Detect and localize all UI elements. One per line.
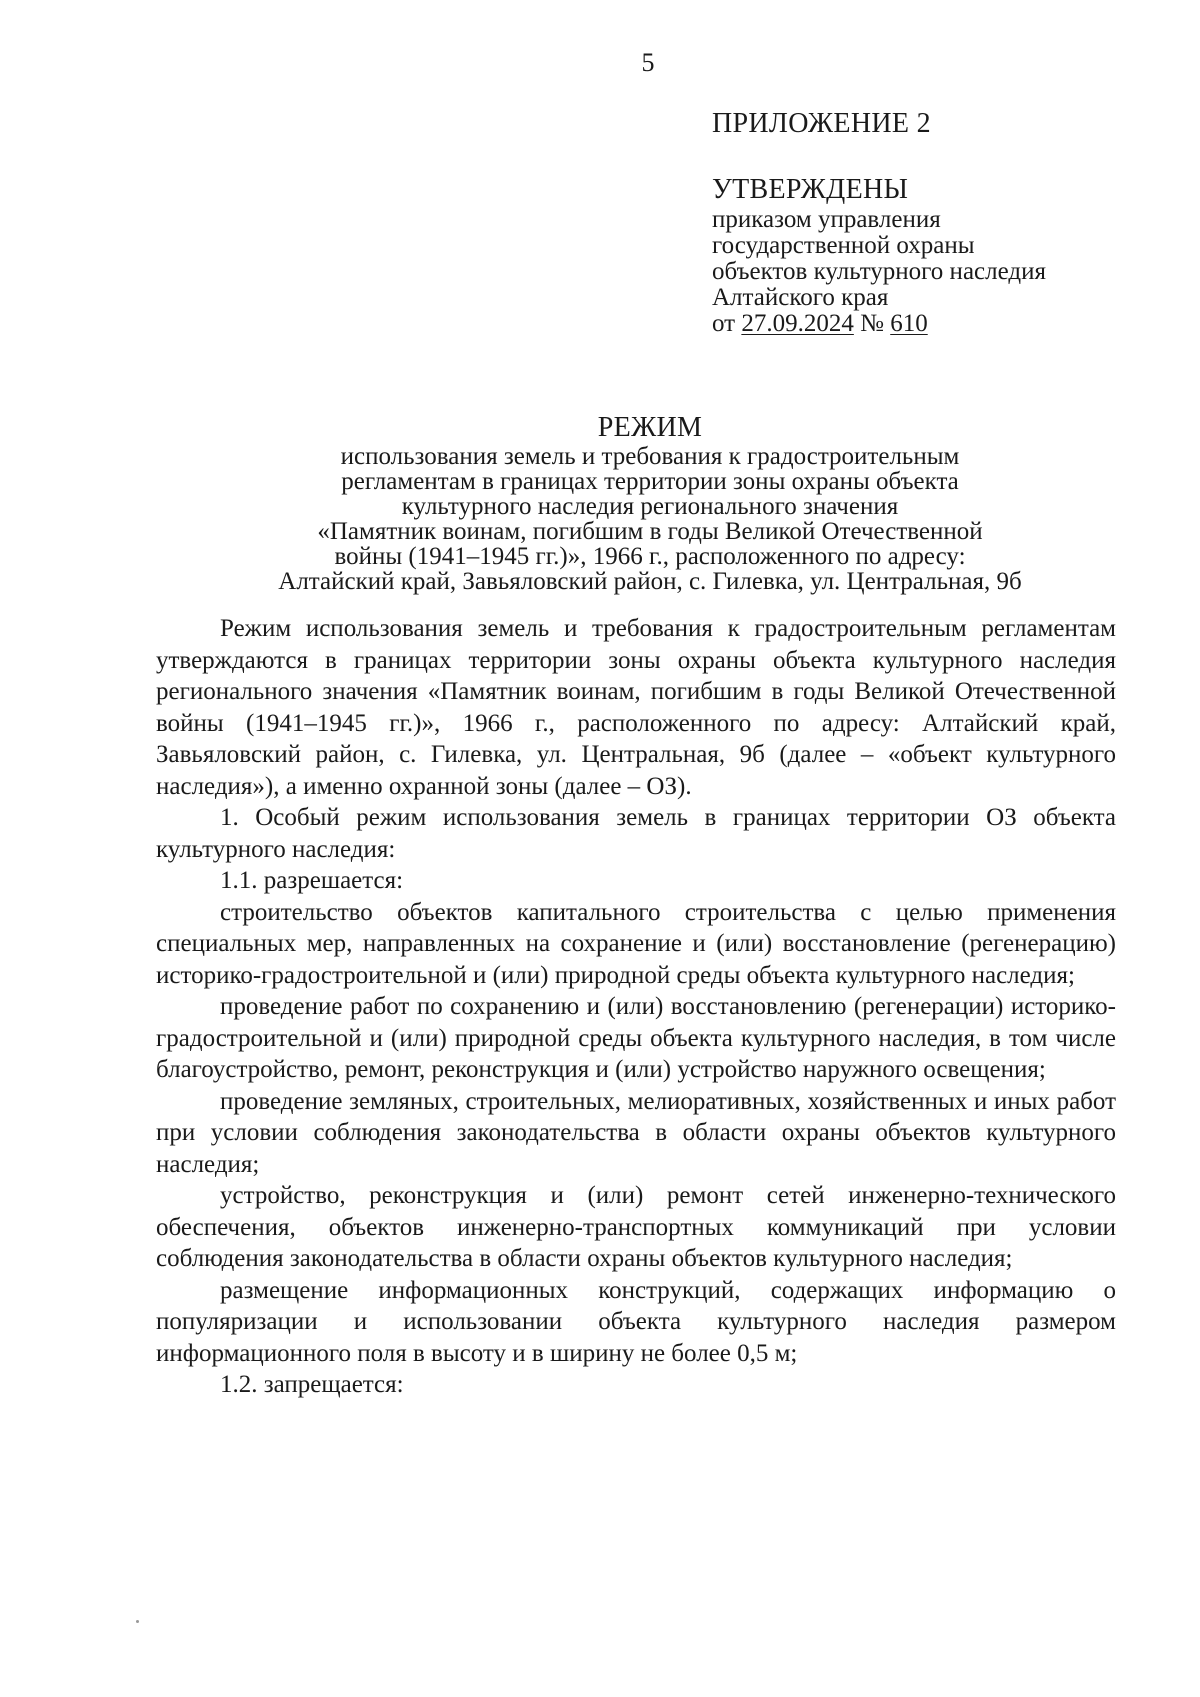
- scan-speck: [136, 1620, 139, 1623]
- approval-line: Алтайского края: [712, 284, 889, 311]
- title-line: регламентам в границах территории зоны охраны объекта: [341, 468, 959, 495]
- title-line: использования земель и требования к градостроительным: [340, 443, 960, 470]
- paragraph-item: размещение информационных конструкций, содержащих информацию о популяризации и использовании объекта культурного наследия размером информационного поля в высоту и в ширину не более 0,5 м;: [156, 1276, 1116, 1367]
- paragraph-intro: Режим использования земель и требования к градостроительным регламентам утверждаются в границах территории зоны охраны объекта культурного наследия регионального значения «Памятник воинам, погибшим в годы Великой Отечественной войны (1941–1945 гг.)», 1966 г., расположенного по адресу: Алтайский край, Завьяловский район, с. Гилевка, ул. Центральная, 9б (далее – «объект культурного наследия»), а именно охранной зоны (далее – ОЗ).: [156, 615, 1116, 800]
- document-title: [200, 412, 1100, 594]
- order-reference: [712, 311, 1152, 337]
- title-heading: РЕЖИМ: [597, 412, 703, 443]
- order-prefix: от: [712, 310, 736, 337]
- approval-line: объектов культурного наследия: [712, 258, 1046, 285]
- title-line: «Памятник воинам, погибшим в годы Великой Отечественной: [317, 518, 983, 545]
- approval-line: государственной охраны: [712, 232, 975, 259]
- title-line: Алтайский край, Завьяловский район, с. Гилевка, ул. Центральная, 9б: [278, 568, 1022, 595]
- paragraph-subsection-1-1: 1.1. разрешается:: [220, 867, 404, 894]
- page-number: 5: [641, 48, 655, 77]
- paragraph-section-1: 1. Особый режим использования земель в границах территории ОЗ объекта культурного наследия:: [156, 804, 1116, 863]
- document-body: [156, 613, 1116, 1401]
- title-line: войны (1941–1945 гг.)», 1966 г., расположенного по адресу:: [334, 543, 966, 570]
- paragraph-item: проведение работ по сохранению и (или) восстановлению (регенерации) историко-градостроительной и (или) природной среды объекта культурного наследия, в том числе благоустройство, ремонт, реконструкция и (или) устройство наружного освещения;: [156, 993, 1116, 1083]
- approval-line: приказом управления: [712, 206, 941, 233]
- title-line: культурного наследия регионального значения: [401, 493, 899, 520]
- appendix-label: ПРИЛОЖЕНИЕ 2: [712, 108, 931, 139]
- paragraph-item: проведение земляных, строительных, мелиоративных, хозяйственных и иных работ при условии соблюдения законодательства в области охраны объектов культурного наследия;: [156, 1087, 1116, 1178]
- order-number: 610: [890, 310, 928, 337]
- order-number-sign: №: [860, 310, 884, 337]
- approved-word: УТВЕРЖДЕНЫ: [712, 174, 909, 205]
- approval-block: [712, 173, 1152, 337]
- paragraph-item: строительство объектов капитального строительства с целью применения специальных мер, направленных на сохранение и (или) восстановление (регенерацию) историко-градостроительной и (или) природной среды объекта культурного наследия;: [156, 898, 1116, 989]
- paragraph-subsection-1-2: 1.2. запрещается:: [220, 1371, 404, 1398]
- paragraph-item: устройство, реконструкция и (или) ремонт сетей инженерно-технического обеспечения, объектов инженерно-транспортных коммуникаций при условии соблюдения законодательства в области охраны объектов культурного наследия;: [156, 1182, 1116, 1272]
- order-date: 27.09.2024: [741, 310, 854, 337]
